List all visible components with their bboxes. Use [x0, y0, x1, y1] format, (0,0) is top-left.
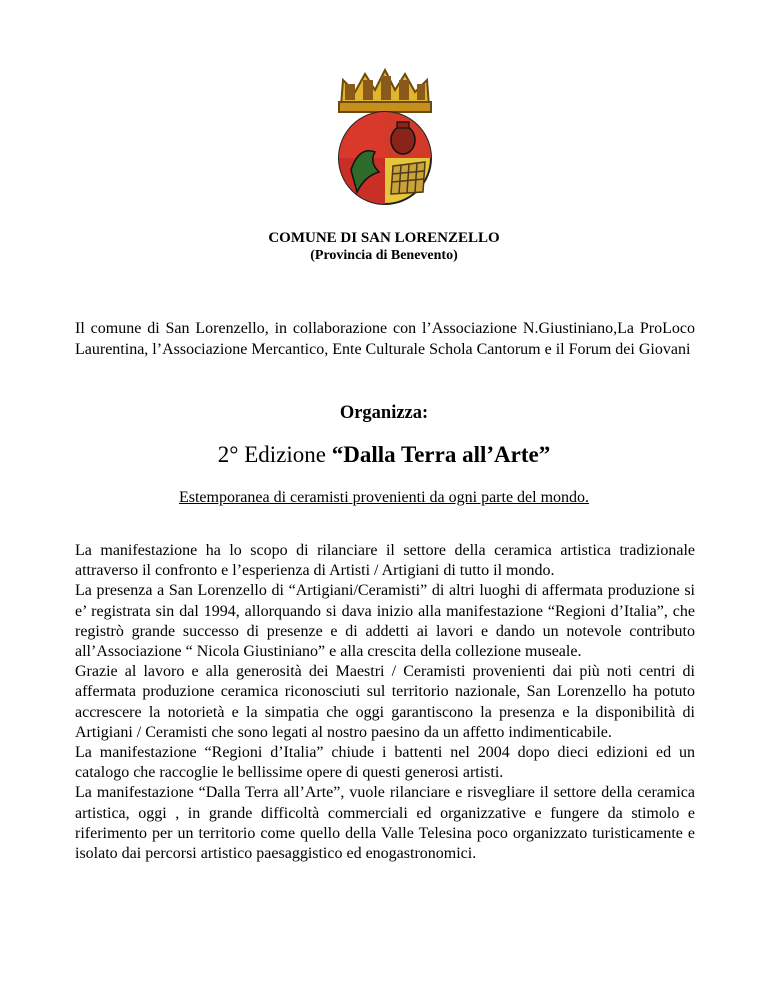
organizza-heading: Organizza:	[339, 403, 429, 423]
edition-heading	[0, 441, 768, 469]
crown	[339, 70, 431, 112]
comune-title: COMUNE DI SAN LORENZELLO	[268, 230, 500, 246]
intro-paragraph: Il comune di San Lorenzello, in collaborazione con l’Associazione N.Giustiniano,La ProLoco Laurentina, l’Associazione Mercantico, Ente Culturale Schola Cantorum e il Forum dei Giovani	[75, 320, 695, 358]
body-paragraph: La manifestazione “Regioni d’Italia” chiude i battenti nel 2004 dopo dieci edizioni ed un catalogo che raccoglie le bellissime opere di questi generosi artisti.	[75, 744, 695, 782]
body-paragraph: La manifestazione ha lo scopo di rilanciare il settore della ceramica artistica tradizionale attraverso il confronto e l’esperienza di Artisti / Artigiani di tutto il mondo.	[75, 542, 695, 580]
edition-number: 2° Edizione	[217, 442, 332, 467]
body-paragraph: La presenza a San Lorenzello di “Artigiani/Ceramisti” di altri luoghi di affermata produzione si e’ registrata sin dal 1994, allorquando si dava inizio alla manifestazione “Regioni d’Italia”, che registrò grande successo di presenze e di addetti ai lavori e dando un notevole contributo all’Associazione “ Nicola Giustiniano” e alla crescita della collezione museale.	[75, 582, 695, 661]
provincia-subtitle: (Provincia di Benevento)	[310, 248, 458, 263]
body-paragraph: La manifestazione “Dalla Terra all’Arte”, vuole rilanciare e risvegliare il settore della ceramica artistica, oggi , in grande difficoltà commerciali ed organizzative e fungere da stimolo e riferimento per un territorio come quello della Valle Telesina poco organizzato turisticamente e isolato dai percorsi artistico paesaggistico ed enogastronomici.	[75, 784, 695, 863]
event-subtitle: Estemporanea di ceramisti provenienti da ogni parte del mondo.	[178, 489, 590, 506]
coat-of-arms-icon	[319, 66, 451, 208]
body-paragraph: Grazie al lavoro e alla generosità dei Maestri / Ceramisti provenienti dai più noti centri di affermata produzione ceramica riconosciuti sul territorio nazionale, San Lorenzello ha potuto accrescere la notorietà e la simpatia che oggi garantiscono la presenza e la disponibilità di Artigiani / Ceramisti che sono legati al nostro paesino da un affetto indimenticabile.	[75, 663, 695, 741]
body-text	[75, 541, 695, 864]
edition-title: “Dalla Terra all’Arte”	[331, 442, 551, 467]
